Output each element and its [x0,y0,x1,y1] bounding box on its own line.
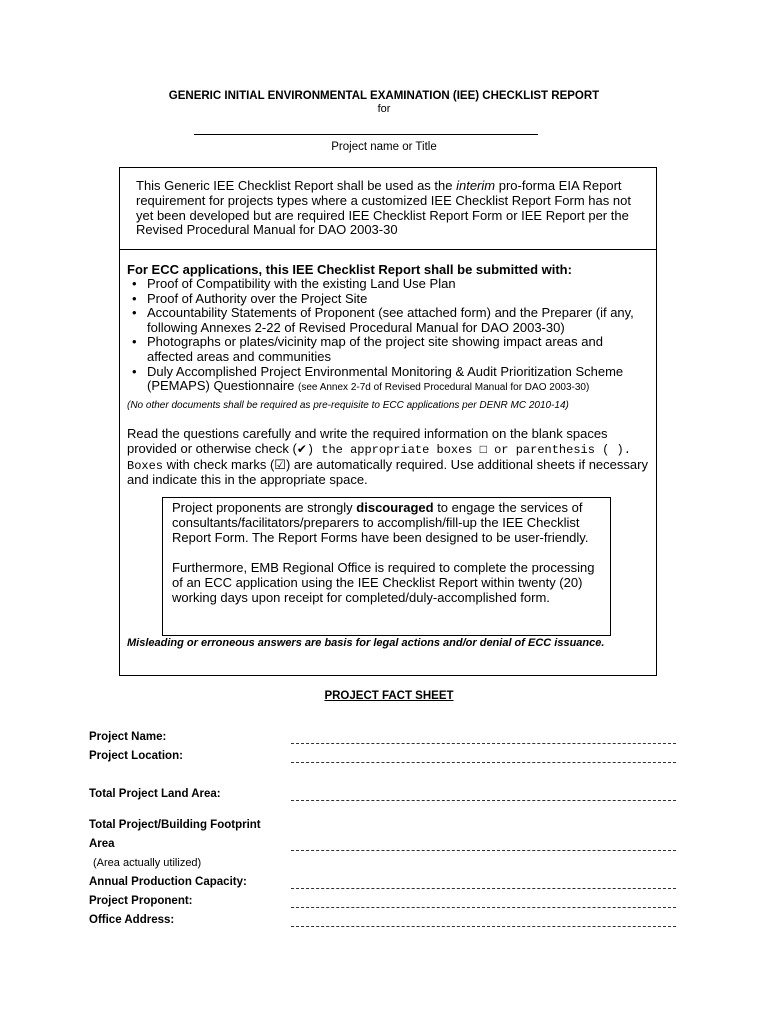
ecc-requirements-list [132,277,652,396]
notice-p1-after: to engage the services of consultants/facilitators/preparers to accomplish/fill-up the IEE Checklist Report Form. The Report Forms have been designed to be user-friendly. [172,500,589,545]
capacity-label: Annual Production Capacity: [89,876,247,888]
notice-paragraph-2: Furthermore, EMB Regional Office is required to complete the processing of an ECC application using the IEE Checklist Report within twenty (20) working days upon receipt for completed/duly-accomplished form. [172,560,595,605]
instructions-part5: ) are automatically required. Use additional sheets if necessary and indicate this in the appropriate space. [127,456,648,488]
notice-paragraph-1 [172,500,602,545]
proponent-field[interactable] [291,907,676,908]
list-item [132,365,652,396]
list-item-text: Accountability Statements of Proponent (see attached form) and the Preparer (if any, following Annexes 2-22 of Revised Procedural Manual for DAO 2003-30) [147,305,634,335]
office-address-label: Office Address: [89,914,175,926]
footprint-sublabel: (Area actually utilized) [93,857,202,869]
project-location-field[interactable] [291,762,676,763]
list-item-note: (see Annex 2-7d of Revised Procedural Manual for DAO 2003-30) [298,382,590,394]
requirements-divider [119,249,657,250]
check-mark-icon: ✔ [296,442,307,457]
list-item [132,277,652,292]
project-location-label: Project Location: [89,750,183,762]
notice-p1-bold: discouraged [356,500,434,515]
intro-text-after: pro-forma EIA Report requirement for projects types where a customized IEE Checklist Report Form has not yet been developed but are required IEE Checklist Report Form or IEE Report per the Revised Procedural Manual for DAO 2003-30 [136,178,631,238]
instructions-part3: or parenthesis ( ). Boxes [127,442,631,473]
intro-text-before: This Generic IEE Checklist Report shall be used as the [136,178,457,193]
footprint-label-area: Area [89,838,115,850]
list-item [132,292,652,307]
document-title: GENERIC INITIAL ENVIRONMENTAL EXAMINATION (IEE) CHECKLIST REPORT [168,90,600,102]
land-area-label: Total Project Land Area: [89,788,221,800]
list-item-text: Proof of Compatibility with the existing Land Use Plan [147,276,456,291]
for-label: for [377,103,391,115]
fact-sheet-title: PROJECT FACT SHEET [324,690,454,702]
project-title-blank[interactable] [194,134,538,135]
footprint-field[interactable] [291,850,676,851]
list-item-text: Proof of Authority over the Project Site [147,290,368,306]
office-address-field[interactable] [291,926,676,927]
project-name-label: Project Name: [89,731,167,743]
notice-p1-before: Project proponents are strongly [172,500,357,515]
project-title-caption: Project name or Title [331,141,437,153]
ecc-note: (No other documents shall be required as pre-requisite to ECC applications per DENR MC 2010-14) [127,400,569,411]
list-item-text: Photographs or plates/vicinity map of the project site showing impact areas and affected areas and communities [147,334,603,364]
intro-paragraph [136,179,641,238]
capacity-field[interactable] [291,888,676,889]
land-area-field[interactable] [291,800,676,801]
warning-text: Misleading or erroneous answers are basis for legal actions and/or denial of ECC issuance. [127,637,605,649]
list-item [132,335,652,364]
checkbox-icon: □ [479,442,487,457]
list-item [132,306,652,335]
instructions-part4: with check marks ( [166,456,275,472]
instructions-part1: Read the questions carefully and write the required information on the blank spaces provided or otherwise check ( [127,426,608,456]
notice-text [172,500,602,620]
instructions-part2: ) the appropriate boxes [306,442,480,457]
intro-text-italic: interim [456,178,496,193]
checked-box-icon: ☑ [274,456,286,472]
ecc-heading: For ECC applications, this IEE Checklist Report shall be submitted with: [127,262,572,277]
project-name-field[interactable] [291,743,676,744]
list-item-text: Duly Accomplished Project Environmental Monitoring & Audit Prioritization Scheme (PEMAPS) Questionnaire [147,363,624,394]
proponent-label: Project Proponent: [89,895,193,907]
footprint-label: Total Project/Building Footprint [89,819,261,831]
instructions-paragraph [127,427,651,488]
